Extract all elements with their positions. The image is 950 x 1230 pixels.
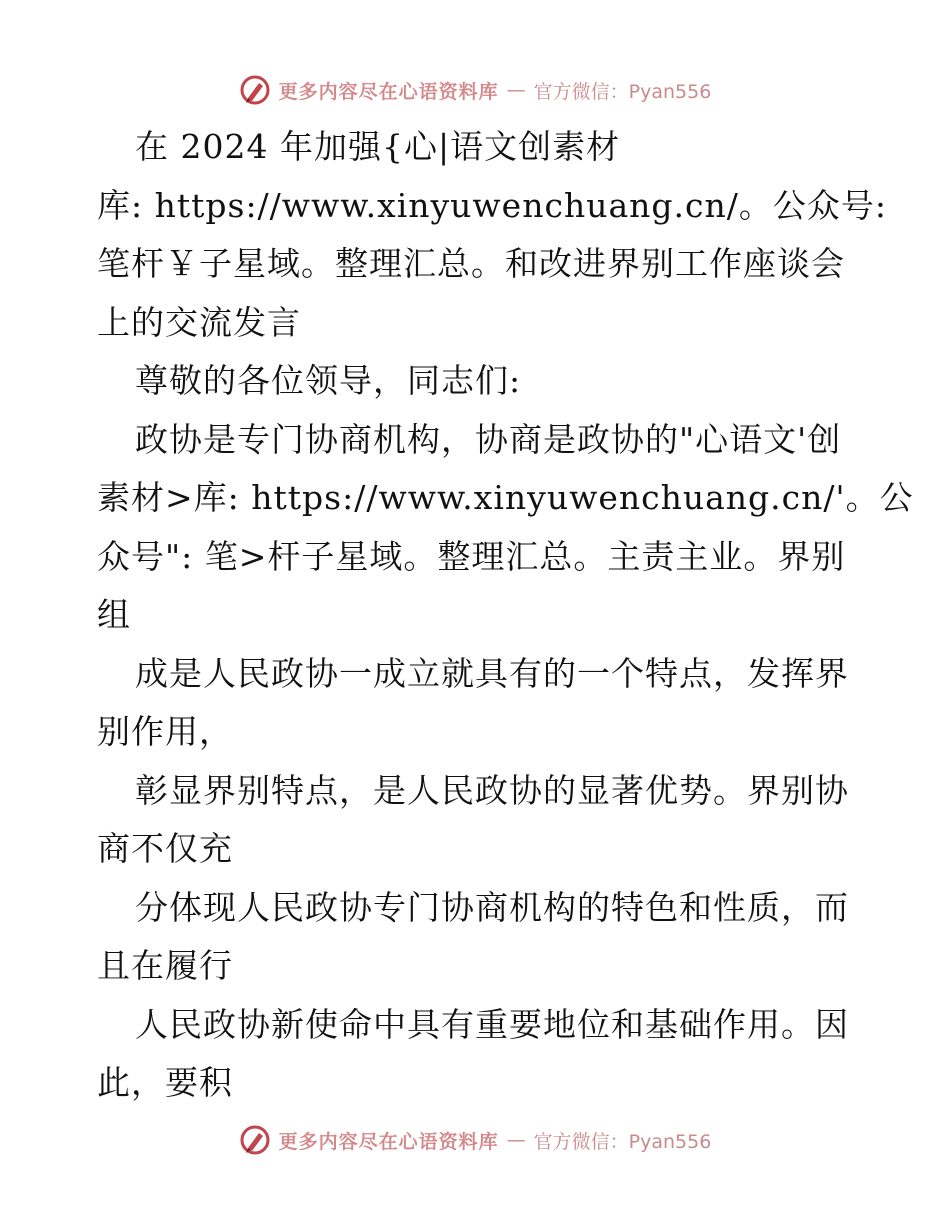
text-line: 分体现人民政协专门协商机构的特色和性质，而	[135, 887, 849, 927]
banner-separator: —	[506, 1129, 526, 1151]
banner-text: 更多内容尽在心语资料库	[278, 80, 499, 103]
text-line: 在 2024 年加强{心|语文创素材	[135, 127, 621, 166]
text-line: 且在履行	[97, 946, 233, 985]
document-body	[97, 118, 914, 1113]
text-line: 笔杆￥子星域。整理汇总。和改进界别工作座谈会	[97, 244, 845, 283]
text-line: 众号": 笔>杆子星域。整理汇总。主责主业。界别	[97, 536, 846, 576]
banner-separator: —	[506, 79, 526, 101]
banner-text: 更多内容尽在心语资料库	[278, 1130, 499, 1153]
text-line: 成是人民政协一成立就具有的一个特点，发挥界	[135, 653, 849, 693]
pen-logo-icon	[239, 1124, 271, 1156]
text-line: 此，要积	[97, 1063, 233, 1102]
text-line: 组	[97, 595, 131, 634]
text-line: 尊敬的各位领导，同志们:	[135, 361, 522, 400]
text-line: 库: https://www.xinyuwenchuang.cn/。公众号:	[97, 185, 887, 225]
text-line: 政协是专门协商机构，协商是政协的"心语文'创	[135, 419, 842, 459]
text-line: 商不仅充	[97, 829, 233, 868]
banner-wechat: 官方微信：Pyan556	[533, 80, 712, 103]
header-banner	[0, 70, 950, 110]
footer-banner	[0, 1120, 950, 1160]
text-line: 人民政协新使命中具有重要地位和基础作用。因	[135, 1004, 849, 1044]
text-line: 别作用，	[97, 712, 233, 751]
pen-logo-icon	[239, 74, 271, 106]
text-line: 上的交流发言	[97, 302, 301, 342]
text-line: 素材>库: https://www.xinyuwenchuang.cn/'。公	[97, 478, 914, 517]
banner-wechat: 官方微信：Pyan556	[533, 1130, 712, 1153]
text-line: 彰显界别特点，是人民政协的显著优势。界别协	[135, 770, 849, 810]
